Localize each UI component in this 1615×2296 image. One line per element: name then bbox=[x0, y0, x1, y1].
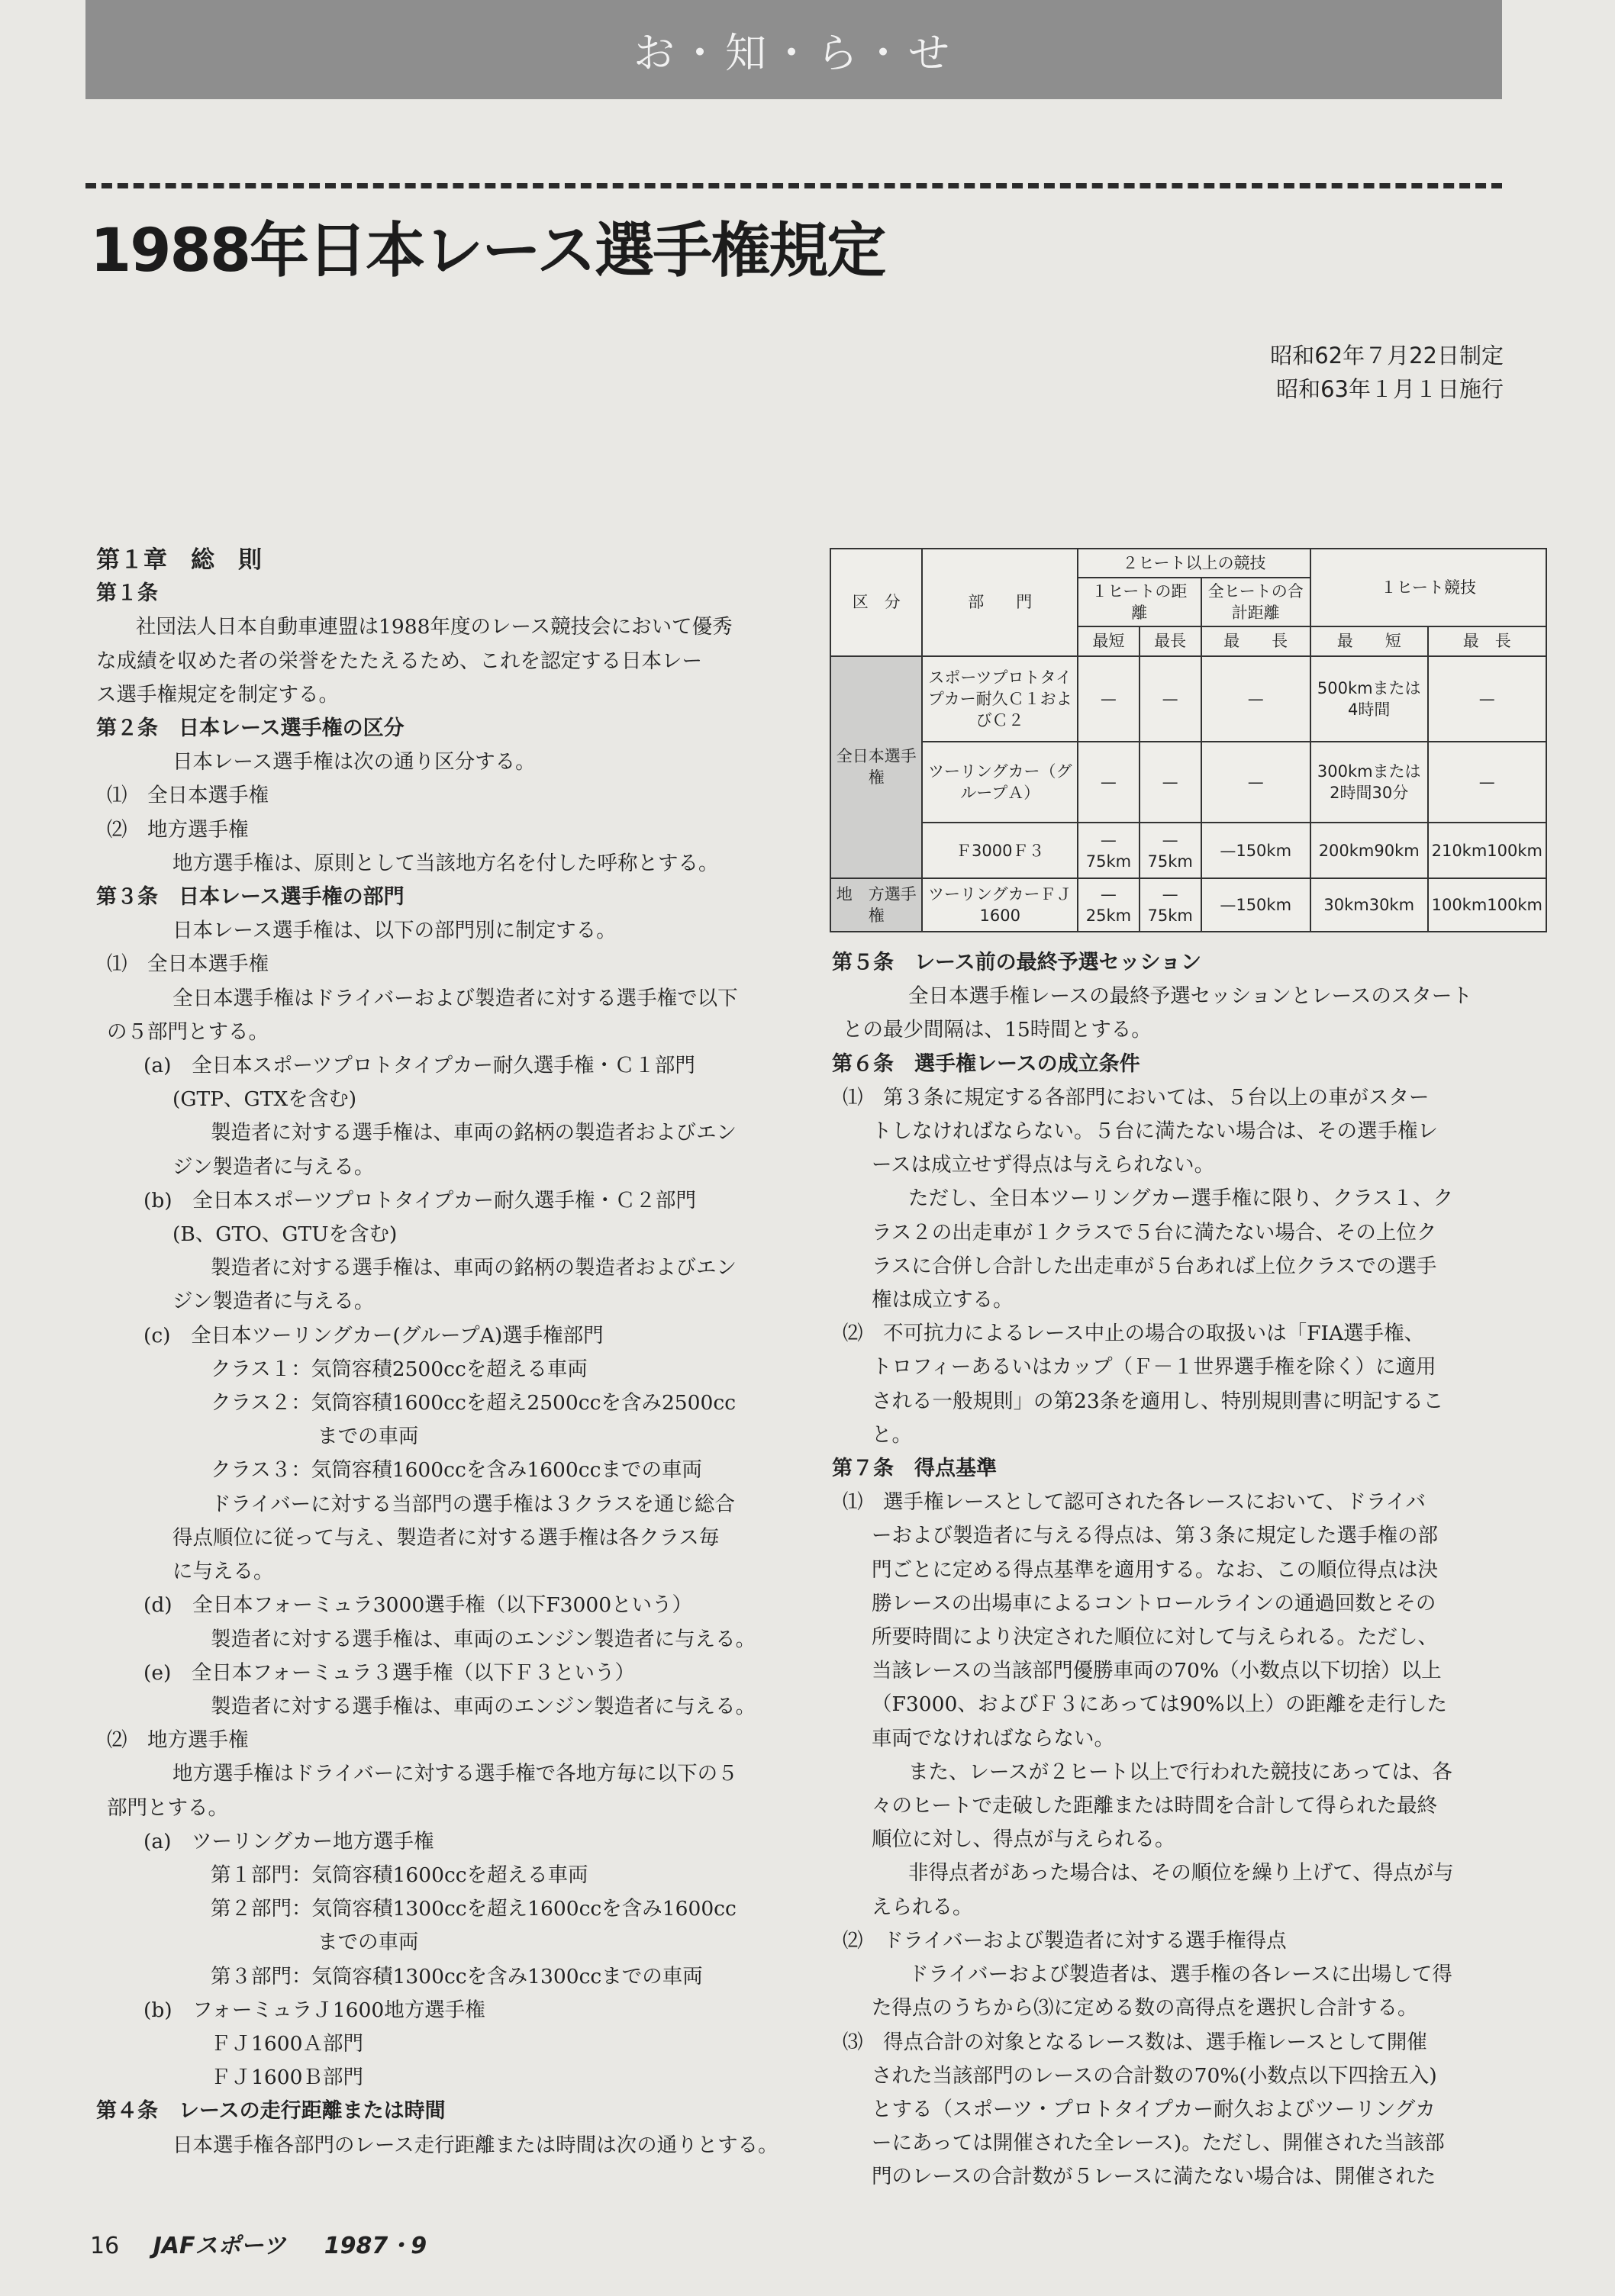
text-line: ドライバーおよび製造者は、選手権の各レースに出場して得 bbox=[908, 1963, 1452, 1987]
text-line: 門のレースの合計数が５レースに満たない場合は、開催された bbox=[872, 2165, 1436, 2189]
text-line: 々のヒートで走破した距離または時間を合計して得られた最終 bbox=[872, 1794, 1437, 1818]
text-line: な成績を収めた者の栄誉をたたえるため、これを認定する日本レー bbox=[96, 649, 702, 673]
text-line: ⑶ 得点合計の対象となるレース数は、選手権レースとして開催 bbox=[843, 2030, 1427, 2054]
row-sports-prototype: スポーツプロトタイプカー耐久Ｃ１およびＣ２ bbox=[922, 656, 1078, 742]
text-line: トしなければならない。５台に満たない場合は、その選手権レ bbox=[872, 1119, 1438, 1144]
cell: — bbox=[1140, 656, 1201, 742]
cell: —150km bbox=[1201, 823, 1310, 878]
text-line: 得点順位に従って与え、製造者に対する選手権は各クラス毎 bbox=[172, 1525, 720, 1550]
text-line: 権は成立する。 bbox=[872, 1288, 1014, 1312]
text-line: 製造者に対する選手権は、車両の銘柄の製造者およびエン bbox=[211, 1256, 737, 1280]
text-line: (b) フォーミュラＪ1600地方選手権 bbox=[143, 1998, 485, 2022]
article-heading: 第４条 レースの走行距離または時間 bbox=[96, 2099, 446, 2124]
text-line: 門ごとに定める得点基準を適用する。なお、この順位得点は決 bbox=[872, 1557, 1438, 1582]
th-all-max: 最 長 bbox=[1201, 626, 1310, 655]
text-line: た得点のうちから⑶に定める数の高得点を選択し合計する。 bbox=[872, 1996, 1418, 2021]
page-number: 16 bbox=[90, 2233, 120, 2259]
text-line: ⑵ 不可抗力によるレース中止の場合の取扱いは「FIA選手権、 bbox=[843, 1322, 1425, 1346]
group-zennihon: 全日本選手権 bbox=[830, 656, 922, 878]
text-line: 全日本選手権はドライバーおよび製造者に対する選手権で以下 bbox=[172, 986, 738, 1010]
text-line: 当該レースの当該部門優勝車両の70%（小数点以下切捨）以上 bbox=[872, 1659, 1442, 1683]
issue-number: 1987・9 bbox=[324, 2233, 427, 2259]
enactment-dates bbox=[1270, 339, 1504, 406]
th-1heat: １ヒート競技 bbox=[1310, 549, 1546, 626]
text-line: と。 bbox=[872, 1422, 912, 1447]
text-line: 第１部門：気筒容積1600ccを超える車両 bbox=[211, 1863, 588, 1887]
text-line: 地方選手権は、原則として当該地方名を付した呼称とする。 bbox=[172, 851, 719, 875]
text-line: 日本選手権各部門のレース走行距離または時間は次の通りとする。 bbox=[172, 2133, 778, 2157]
th-max: 最長 bbox=[1140, 626, 1201, 655]
article-heading: 第１章 総 則 bbox=[96, 546, 262, 574]
notice-header-label: お・知・ら・せ bbox=[633, 28, 954, 77]
text-line: ス選手権規定を制定する。 bbox=[96, 682, 339, 707]
effective-date: 昭和63年１月１日施行 bbox=[1276, 376, 1504, 402]
text-line: 順位に対し、得点が与えられる。 bbox=[872, 1827, 1175, 1852]
text-line: とする（スポーツ・プロトタイプカー耐久およびツーリングカ bbox=[872, 2097, 1436, 2121]
text-line: ⑴ 全日本選手権 bbox=[107, 784, 269, 808]
th-kubun: 区 分 bbox=[830, 549, 922, 656]
text-line: ⑵ 地方選手権 bbox=[107, 817, 249, 842]
cell: —75km bbox=[1140, 823, 1201, 878]
text-line: また、レースが２ヒート以上で行われた競技にあっては、各 bbox=[908, 1760, 1452, 1784]
cell: —150km bbox=[1201, 878, 1310, 932]
text-line: ⑴ 選手権レースとして認可された各レースにおいて、ドライバ bbox=[843, 1490, 1426, 1515]
text-line: 地方選手権はドライバーに対する選手権で各地方毎に以下の５ bbox=[172, 1762, 738, 1786]
text-line: ーにあっては開催された全レース)。ただし、開催された当該部 bbox=[872, 2131, 1445, 2156]
text-line: ジン製造者に与える。 bbox=[172, 1290, 375, 1314]
text-line: ラスに合併し合計した出走車が５台あれば上位クラスでの選手 bbox=[872, 1254, 1437, 1278]
row-touring-fj1600: ツーリングカーＦＪ1600 bbox=[922, 878, 1078, 932]
text-line: (a) ツーリングカー地方選手権 bbox=[143, 1829, 434, 1853]
text-line: ジン製造者に与える。 bbox=[172, 1154, 375, 1179]
text-line: ースは成立せず得点は与えられない。 bbox=[872, 1153, 1215, 1177]
th-2heat: ２ヒート以上の競技 bbox=[1078, 549, 1310, 578]
article-heading: 第２条 日本レース選手権の区分 bbox=[96, 716, 405, 741]
text-line: 日本レース選手権は次の通り区分する。 bbox=[172, 750, 536, 774]
cell: 500kmまたは4時間 bbox=[1310, 656, 1428, 742]
text-line: (d) 全日本フォーミュラ3000選手権（以下F3000という） bbox=[143, 1593, 693, 1618]
text-line: (e) 全日本フォーミュラ３選手権（以下Ｆ３という） bbox=[143, 1660, 636, 1685]
th-bumon: 部 門 bbox=[922, 549, 1078, 656]
text-line: ⑴ 全日本選手権 bbox=[107, 952, 269, 977]
text-line: （F3000、およびＦ３にあっては90%以上）の距離を走行した bbox=[872, 1692, 1447, 1717]
text-line: (B、GTO、GTUを含む) bbox=[172, 1222, 398, 1247]
cell: 210km100km bbox=[1428, 823, 1546, 878]
text-line: クラス１：気筒容積2500ccを超える車両 bbox=[211, 1357, 588, 1381]
article-heading: 第５条 レース前の最終予選セッション bbox=[832, 951, 1202, 974]
cell: 100km100km bbox=[1428, 878, 1546, 932]
cell: — bbox=[1078, 656, 1140, 742]
text-line: 非得点者があった場合は、その順位を繰り上げて、得点が与 bbox=[908, 1861, 1454, 1885]
cell: 200km90km bbox=[1310, 823, 1428, 878]
cell: — bbox=[1201, 656, 1310, 742]
group-chiho: 地 方選手権 bbox=[830, 878, 922, 932]
text-line: 製造者に対する選手権は、車両のエンジン製造者に与える。 bbox=[211, 1694, 756, 1718]
cell: —25km bbox=[1078, 878, 1140, 932]
article-heading: 第７条 得点基準 bbox=[832, 1457, 997, 1481]
cell: — bbox=[1140, 742, 1201, 823]
text-line: ーおよび製造者に与える得点は、第３条に規定した選手権の部 bbox=[872, 1524, 1438, 1548]
cell: —75km bbox=[1078, 823, 1140, 878]
page-title: 1988年日本レース選手権規定 bbox=[90, 217, 885, 285]
th-all-heat-distance: 全ヒートの合計距離 bbox=[1201, 578, 1310, 626]
text-line: 第２部門：気筒容積1300ccを超え1600ccを含み1600cc bbox=[211, 1897, 737, 1921]
cell: —75km bbox=[1140, 878, 1201, 932]
page-footer bbox=[90, 2227, 427, 2260]
magazine-name: JAFスポーツ bbox=[153, 2233, 286, 2259]
right-column bbox=[832, 946, 1504, 2195]
article-heading: 第３条 日本レース選手権の部門 bbox=[96, 885, 405, 910]
text-line: ドライバーに対する当部門の選手権は３クラスを通じ総合 bbox=[211, 1492, 735, 1516]
text-line: トロフィーあるいはカップ（Ｆ－１世界選手権を除く）に適用 bbox=[872, 1355, 1436, 1380]
text-line: ＦＪ1600Ｂ部門 bbox=[211, 2066, 363, 2090]
enactment-date: 昭和62年７月22日制定 bbox=[1270, 343, 1504, 369]
th-1heat-distance: １ヒートの距 離 bbox=[1078, 578, 1201, 626]
text-line: までの車両 bbox=[318, 1425, 419, 1449]
text-line: (b) 全日本スポーツプロトタイプカー耐久選手権・Ｃ２部門 bbox=[143, 1188, 696, 1212]
text-line: クラス３：気筒容積1600ccを含み1600ccまでの車両 bbox=[211, 1458, 702, 1483]
text-line: ⑵ ドライバーおよび製造者に対する選手権得点 bbox=[843, 1928, 1287, 1953]
row-f3000-f3: Ｆ3000Ｆ３ bbox=[922, 823, 1078, 878]
text-line: 所要時間により決定された順位に対して与えられる。ただし、 bbox=[872, 1625, 1438, 1650]
article-heading: 第１条 bbox=[96, 581, 158, 606]
text-line: 日本レース選手権は、以下の部門別に制定する。 bbox=[172, 919, 617, 943]
text-line: (c) 全日本ツーリングカー(グループA)選手権部門 bbox=[143, 1323, 604, 1348]
text-line: ＦＪ1600Ａ部門 bbox=[211, 2031, 363, 2056]
text-line: 全日本選手権レースの最終予選セッションとレースのスタート bbox=[908, 984, 1472, 1009]
text-line: 部門とする。 bbox=[107, 1795, 228, 1820]
text-line: (GTP、GTXを含む) bbox=[172, 1087, 357, 1112]
th-1heat-min: 最 短 bbox=[1310, 626, 1428, 655]
th-min: 最短 bbox=[1078, 626, 1140, 655]
cell: — bbox=[1078, 742, 1140, 823]
text-line: ⑴ 第３条に規定する各部門においては、５台以上の車がスター bbox=[843, 1085, 1430, 1109]
left-column bbox=[96, 543, 798, 2162]
distance-table bbox=[830, 548, 1547, 932]
text-line: ラス２の出走車が１クラスで５台に満たない場合、その上位ク bbox=[872, 1220, 1437, 1245]
text-line: ⑵ 地方選手権 bbox=[107, 1728, 249, 1753]
text-line: された当該部門のレースの合計数の70%(小数点以下四捨五入) bbox=[872, 2063, 1437, 2088]
text-line: との最少間隔は、15時間とする。 bbox=[843, 1018, 1152, 1042]
th-1heat-max: 最 長 bbox=[1428, 626, 1546, 655]
notice-header-bar bbox=[85, 0, 1502, 99]
cell: 300kmまたは2時間30分 bbox=[1310, 742, 1428, 823]
text-line: される一般規則」の第23条を適用し、特別規則書に明記するこ bbox=[872, 1389, 1444, 1413]
text-line: (a) 全日本スポーツプロトタイプカー耐久選手権・Ｃ１部門 bbox=[143, 1054, 695, 1078]
cell: — bbox=[1428, 742, 1546, 823]
article-heading: 第６条 選手権レースの成立条件 bbox=[832, 1051, 1140, 1076]
row-touring-car-group-a: ツーリングカー（グループＡ） bbox=[922, 742, 1078, 823]
text-line: の５部門とする。 bbox=[107, 1019, 269, 1044]
text-line: 社団法人日本自動車連盟は1988年度のレース競技会において優秀 bbox=[136, 615, 733, 639]
dashed-divider bbox=[85, 183, 1502, 188]
text-line: 第３部門：気筒容積1300ccを含み1300ccまでの車両 bbox=[211, 1964, 703, 1988]
cell: — bbox=[1428, 656, 1546, 742]
text-line: クラス２：気筒容積1600ccを超え2500ccを含み2500cc bbox=[211, 1391, 737, 1415]
text-line: ただし、全日本ツーリングカー選手権に限り、クラス１、ク bbox=[908, 1187, 1454, 1211]
text-line: までの車両 bbox=[318, 1931, 419, 1955]
text-line: に与える。 bbox=[172, 1560, 274, 1584]
text-line: 製造者に対する選手権は、車両のエンジン製造者に与える。 bbox=[211, 1627, 756, 1651]
text-line: 製造者に対する選手権は、車両の銘柄の製造者およびエン bbox=[211, 1121, 737, 1145]
text-line: えられる。 bbox=[872, 1895, 973, 1919]
cell: 30km30km bbox=[1310, 878, 1428, 932]
cell: — bbox=[1201, 742, 1310, 823]
text-line: 勝レースの出場車によるコントロールラインの通過回数とその bbox=[872, 1591, 1436, 1615]
text-line: 車両でなければならない。 bbox=[872, 1726, 1114, 1750]
